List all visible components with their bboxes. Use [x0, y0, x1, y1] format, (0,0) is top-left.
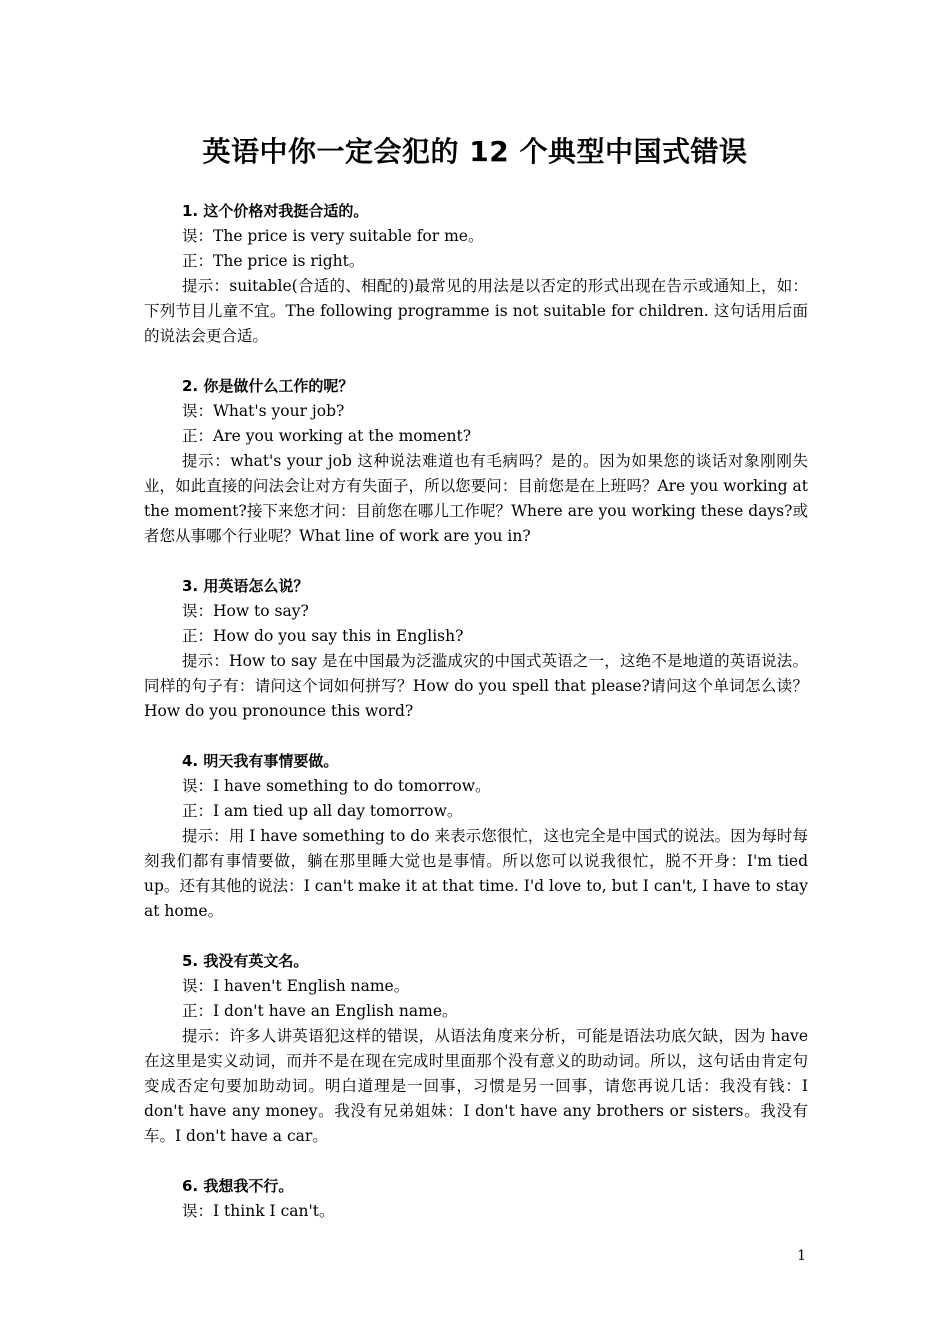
section-heading: 1. 这个价格对我挺合适的。	[182, 202, 369, 220]
wrong-example: 误：How to say?	[182, 602, 309, 620]
correct-example: 正：Are you working at the moment?	[182, 427, 472, 445]
wrong-example: 误：I have something to do tomorrow。	[182, 777, 491, 795]
correct-example: 正：I don't have an English name。	[182, 1002, 458, 1020]
section-heading: 3. 用英语怎么说？	[182, 577, 309, 595]
section-2	[144, 374, 808, 549]
section-4	[144, 749, 808, 924]
tip-paragraph: 提示：How to say 是在中国最为泛滥成灾的中国式英语之一，这绝不是地道的英语说法。同样的句子有：请问这个词如何拼写？How do you spell that please?请问这个单词怎么读？How do you pronounce this word?	[144, 652, 808, 720]
correct-example: 正：I am tied up all day tomorrow。	[182, 802, 463, 820]
section-heading: 4. 明天我有事情要做。	[182, 752, 339, 770]
tip-paragraph: 提示：what's your job 这种说法难道也有毛病吗？是的。因为如果您的谈话对象刚刚失业，如此直接的问法会让对方有失面子，所以您要问：目前您是在上班吗？Are you working at the moment?接下来您才问：目前您在哪儿工作呢？Where are you working these days?或者您从事哪个行业呢？What line of work are you in?	[144, 452, 808, 545]
tip-paragraph: 提示：suitable(合适的、相配的)最常见的用法是以否定的形式出现在告示或通知上，如：下列节目儿童不宜。The following programme is not suitable for children. 这句话用后面的说法会更合适。	[144, 277, 808, 345]
wrong-example: 误：I think I can't。	[182, 1202, 335, 1220]
section-5	[144, 949, 808, 1149]
section-heading: 6. 我想我不行。	[182, 1177, 294, 1195]
section-heading: 5. 我没有英文名。	[182, 952, 309, 970]
document-body	[144, 199, 808, 1224]
document-title: 英语中你一定会犯的 12 个典型中国式错误	[202, 135, 748, 168]
section-3	[144, 574, 808, 724]
page-number: 1	[797, 1248, 806, 1264]
section-heading: 2. 你是做什么工作的呢？	[182, 377, 354, 395]
section-1	[144, 199, 808, 349]
tip-paragraph: 提示：用 I have something to do 来表示您很忙，这也完全是中国式的说法。因为每时每刻我们都有事情要做，躺在那里睡大觉也是事情。所以您可以说我很忙，脱不开身：I'm tied up。还有其他的说法：I can't make it at that time. I'd love to, but I can't, I have to stay at home。	[144, 827, 808, 920]
correct-example: 正：The price is right。	[182, 252, 365, 270]
section-6	[144, 1174, 808, 1224]
wrong-example: 误：The price is very suitable for me。	[182, 227, 484, 245]
tip-paragraph: 提示：许多人讲英语犯这样的错误，从语法角度来分析，可能是语法功底欠缺，因为 have 在这里是实义动词，而并不是在现在完成时里面那个没有意义的助动词。所以，这句话由肯定句变成否定句要加助动词。明白道理是一回事，习惯是另一回事，请您再说几话：我没有钱：I don't have any money。我没有兄弟姐妹：I don't have any brothers or sisters。我没有车。I don't have a car。	[144, 1027, 808, 1145]
correct-example: 正：How do you say this in English?	[182, 627, 464, 645]
wrong-example: 误：What's your job?	[182, 402, 345, 420]
wrong-example: 误：I haven't English name。	[182, 977, 410, 995]
